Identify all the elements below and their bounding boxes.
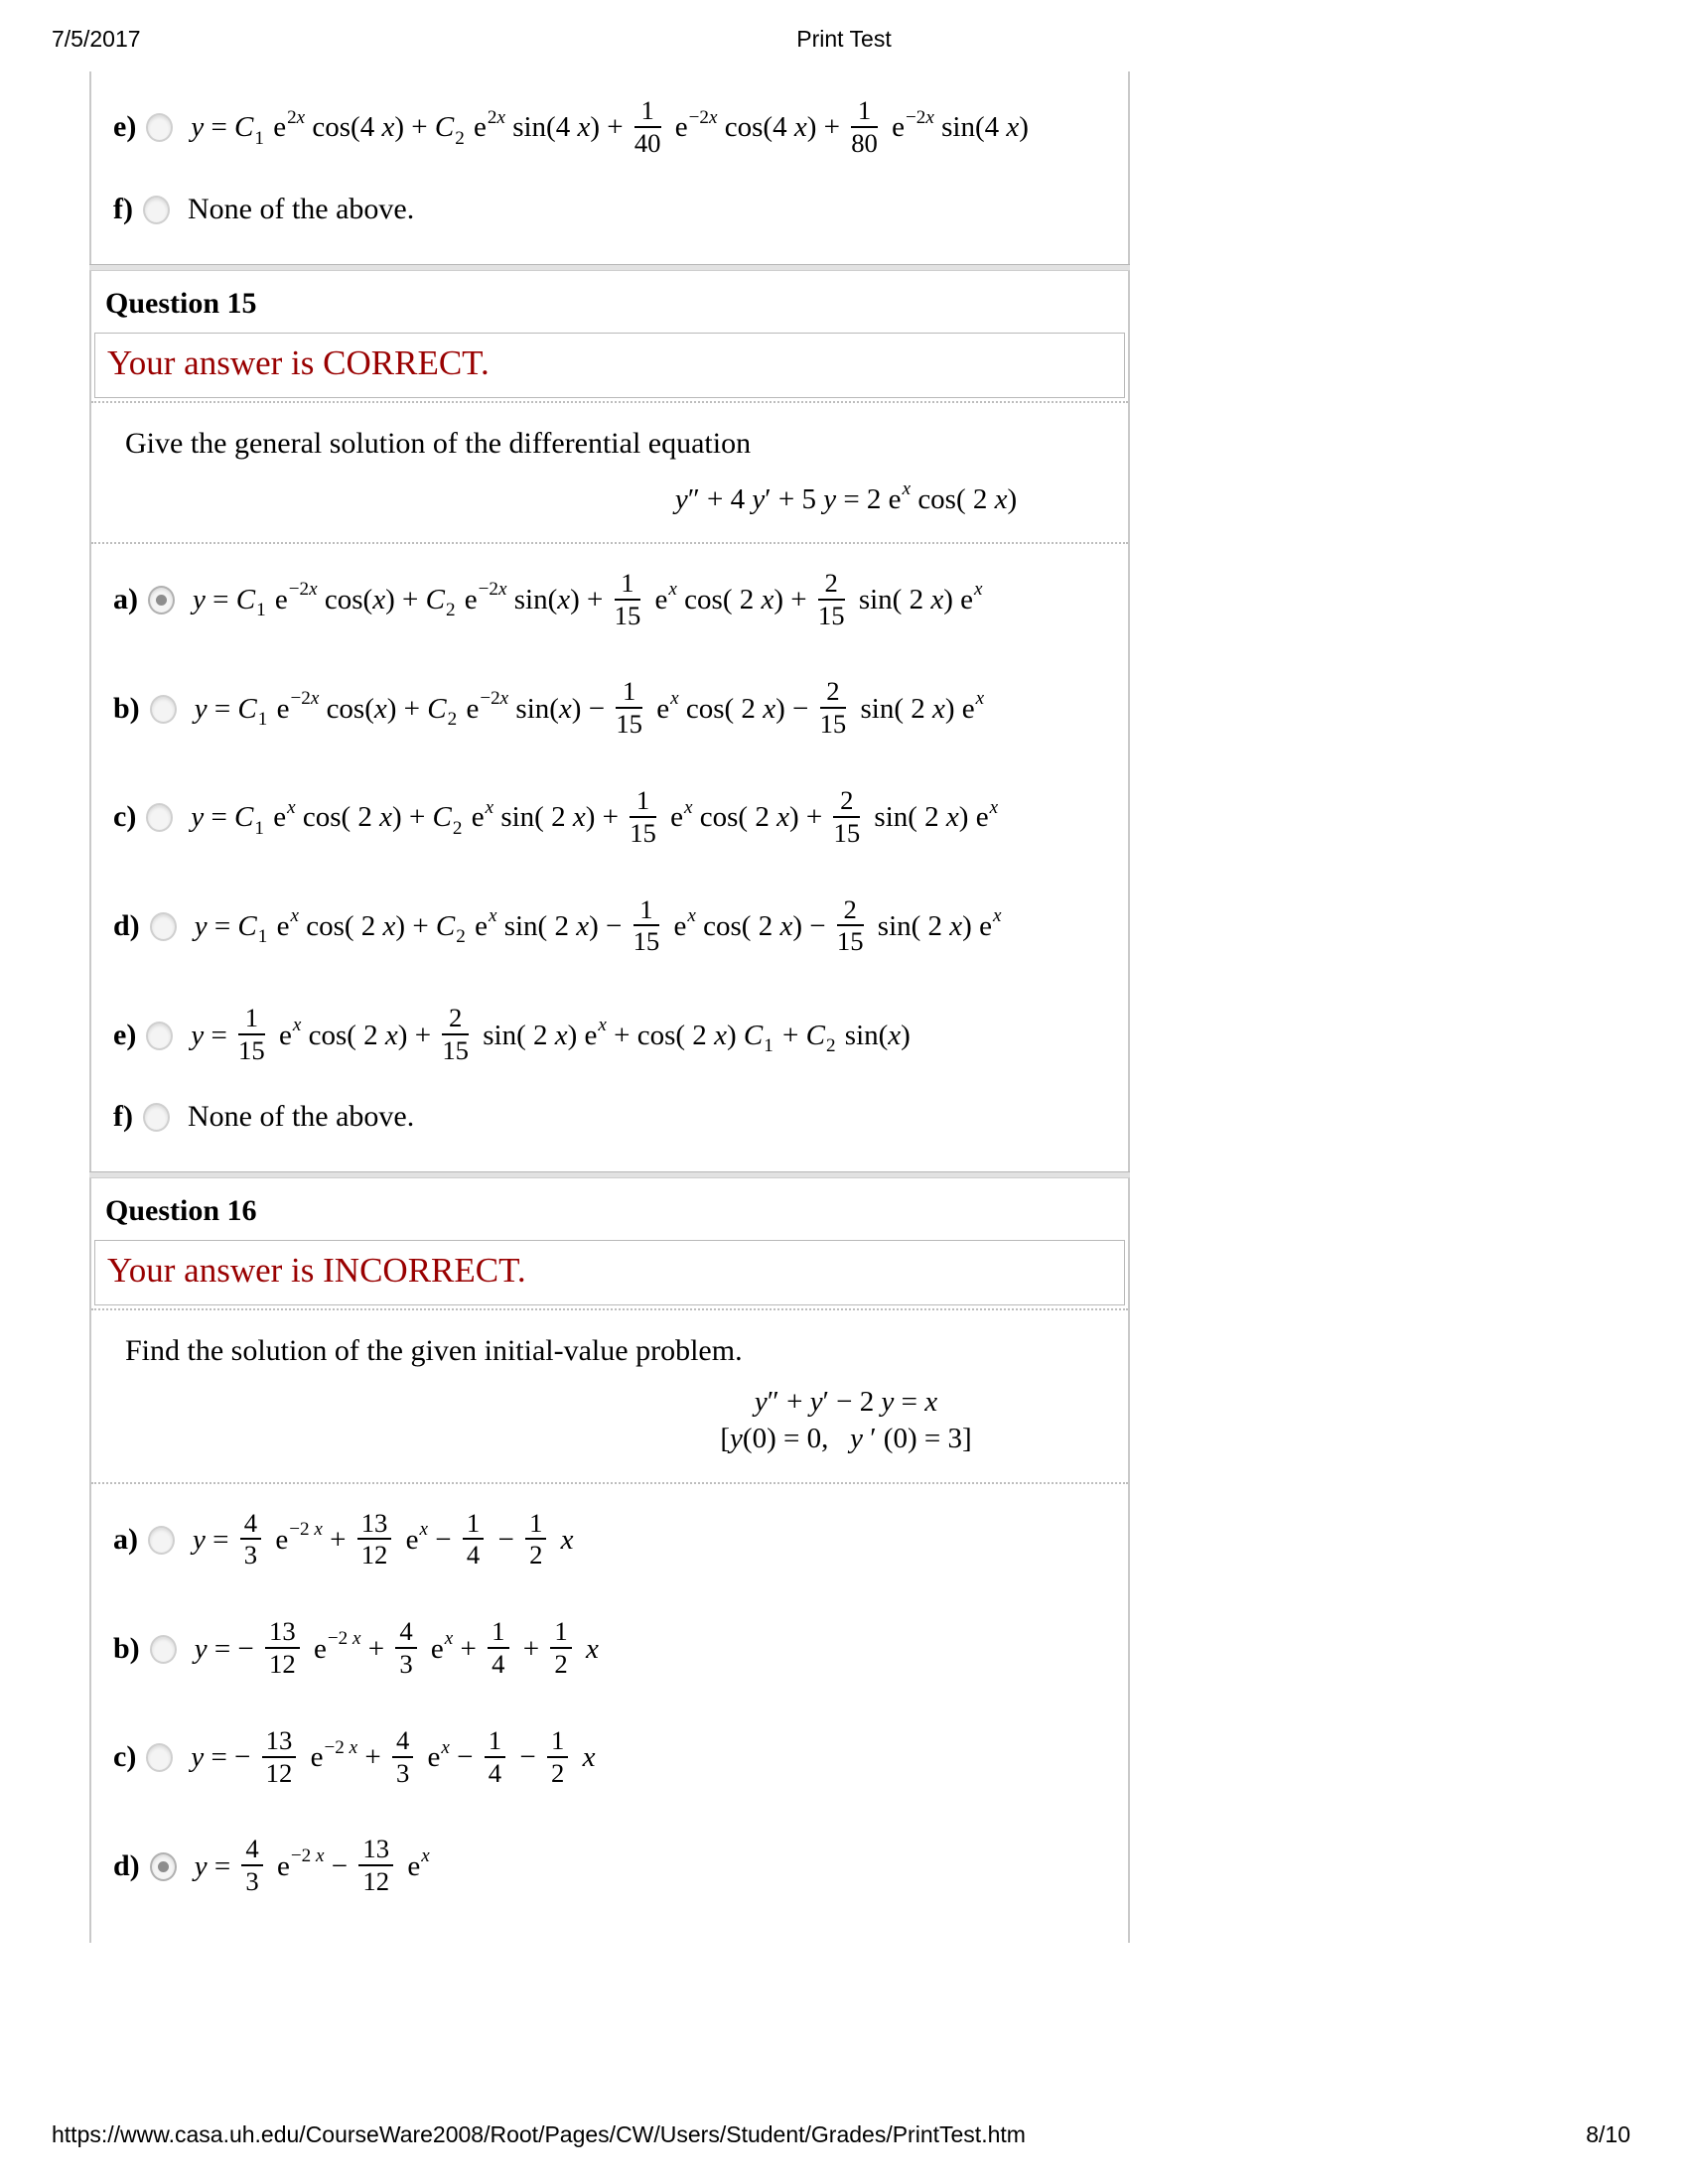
answer-option-b [91,1596,1128,1706]
option-text: None of the above. [187,192,415,225]
question-title: Question 16 [105,1193,257,1227]
option-label: f) [113,192,133,225]
answer-option-a [91,1488,1128,1597]
radio-button[interactable] [146,803,173,832]
answer-option-c [91,1706,1128,1815]
answer-option-d [91,875,1128,984]
footer-url: https://www.casa.uh.edu/CourseWare2008/Root/Pages/CW/Users/Student/Grades/PrintTest.htm [52,2121,1026,2147]
answer-option-e [91,983,1128,1092]
radio-button[interactable] [143,196,170,224]
question-prompt: Give the general solution of the differential equation [125,426,752,460]
option-formula: $y = C_1$ $e^x$ cos( 2 $x) + C_2$ $e^x$ sin( 2 x) + $\frac{1}{15}$ $e^x$ cos( 2 x) + $\frac{2}{15}$ sin( 2 x) $e^x$ [191,784,999,848]
answer-option-b [91,656,1128,765]
option-label: b) [113,1631,140,1665]
test-content [89,71,1130,1943]
question-16-block [89,1178,1130,1943]
question-divider [89,264,1130,271]
question-body [91,401,1128,544]
option-label: d) [113,909,140,943]
print-header [52,26,1636,60]
radio-button[interactable] [143,1103,170,1132]
option-formula: $y = C_1$ $e^{-2x}$ $\cos(x) + C_2$ $e^{-2x}$ sin(x) − $\frac{1}{15}$ $e^x$ cos( 2 x) − $\frac{2}{15}$ sin( 2 x) $e^x$ [194,676,985,740]
answer-option-f [91,185,1128,258]
answer-option-e [91,75,1128,185]
option-formula: y = − $\frac{13}{12}$ $e^{-2 x}$ + $\frac{4}{3}$ $e^x$ − $\frac{1}{4}$ − $\frac{1}{2}$ x [191,1724,596,1788]
options-list [91,71,1128,264]
options-list [91,1484,1128,1930]
option-formula: y = $\frac{4}{3}$ $e^{-2 x}$ + $\frac{13}{12}$ $e^x$ − $\frac{1}{4}$ − $\frac{1}{2}$ x [193,1507,574,1570]
option-formula: $y = C_1$ $e^{-2x}$ $\cos(x) + C_2$ $e^{-2x}$ sin(x) + $\frac{1}{15}$ $e^x$ cos( 2 x) + $\frac{2}{15}$ sin( 2 x) $e^x$ [193,567,983,630]
radio-button-selected[interactable] [148,586,175,614]
option-formula: $y = C_1$ $e^{2x}$ cos(4 $x) + C_2$ $e^{2x}$ sin(4 x) + $\frac{1}{40}$ $e^{-2x}$ cos(4 x) + $\frac{1}{80}$ $e^{-2x}$ sin(4 x) [191,95,1029,158]
option-label: d) [113,1848,140,1882]
question-body [91,1308,1128,1484]
question-14-continued-block [89,71,1130,264]
radio-button-selected[interactable] [150,1852,177,1881]
option-text: None of the above. [187,1099,415,1133]
answer-status: Your answer is INCORRECT. [94,1240,1125,1305]
option-label: e) [113,1018,137,1051]
answer-option-d [91,1814,1128,1923]
option-formula: $y = C_1$ $e^x$ cos( 2 $x) + C_2$ $e^x$ sin( 2 x) − $\frac{1}{15}$ $e^x$ cos( 2 x) − $\frac{2}{15}$ sin( 2 x) $e^x$ [194,893,1002,957]
initial-conditions: [y(0) = 0, y ′ (0) = 3] [720,1423,972,1455]
option-formula: y = − $\frac{13}{12}$ $e^{-2 x}$ + $\frac{4}{3}$ $e^x$ + $\frac{1}{4}$ + $\frac{1}{2}$ x [194,1616,599,1679]
question-title: Question 15 [105,286,257,320]
option-label: e) [113,110,137,144]
radio-button[interactable] [146,1743,173,1772]
option-formula: y = $\frac{4}{3}$ $e^{-2 x}$ − $\frac{13}{12}$ $e^x$ [194,1834,430,1897]
radio-button[interactable] [150,695,177,724]
option-label: b) [113,691,140,725]
option-label: f) [113,1099,133,1133]
header-title: Print Test [796,26,892,52]
option-label: a) [113,1523,138,1557]
answer-option-f [91,1092,1128,1165]
print-footer [52,2121,1630,2148]
options-list [91,544,1128,1171]
differential-equation: y″ + y′ − 2 y = x [754,1385,938,1418]
option-label: c) [113,800,137,834]
question-prompt: Find the solution of the given initial-value problem. [125,1333,743,1367]
option-formula: y = $\frac{1}{15}$ $e^x$ cos( 2 x) + $\frac{2}{15}$ sin( 2 x) $e^x + \cos$( 2 x) $C_1 + C_2$ sin(x) [191,1003,911,1066]
answer-status: Your answer is CORRECT. [94,333,1125,398]
header-date: 7/5/2017 [52,26,141,52]
question-divider [89,1171,1130,1178]
answer-option-c [91,765,1128,875]
footer-page-number: 8/10 [1586,2121,1630,2147]
radio-button[interactable] [146,113,173,142]
question-15-block [89,271,1130,1171]
differential-equation: y″ + 4 y′ + 5 y = 2 $e^x$ cos( 2 x) [674,478,1018,515]
radio-button[interactable] [146,1022,173,1050]
radio-button[interactable] [150,1635,177,1664]
option-label: a) [113,583,138,616]
radio-button[interactable] [148,1526,175,1555]
answer-option-a [91,548,1128,657]
option-label: c) [113,1740,137,1774]
radio-button[interactable] [150,912,177,941]
